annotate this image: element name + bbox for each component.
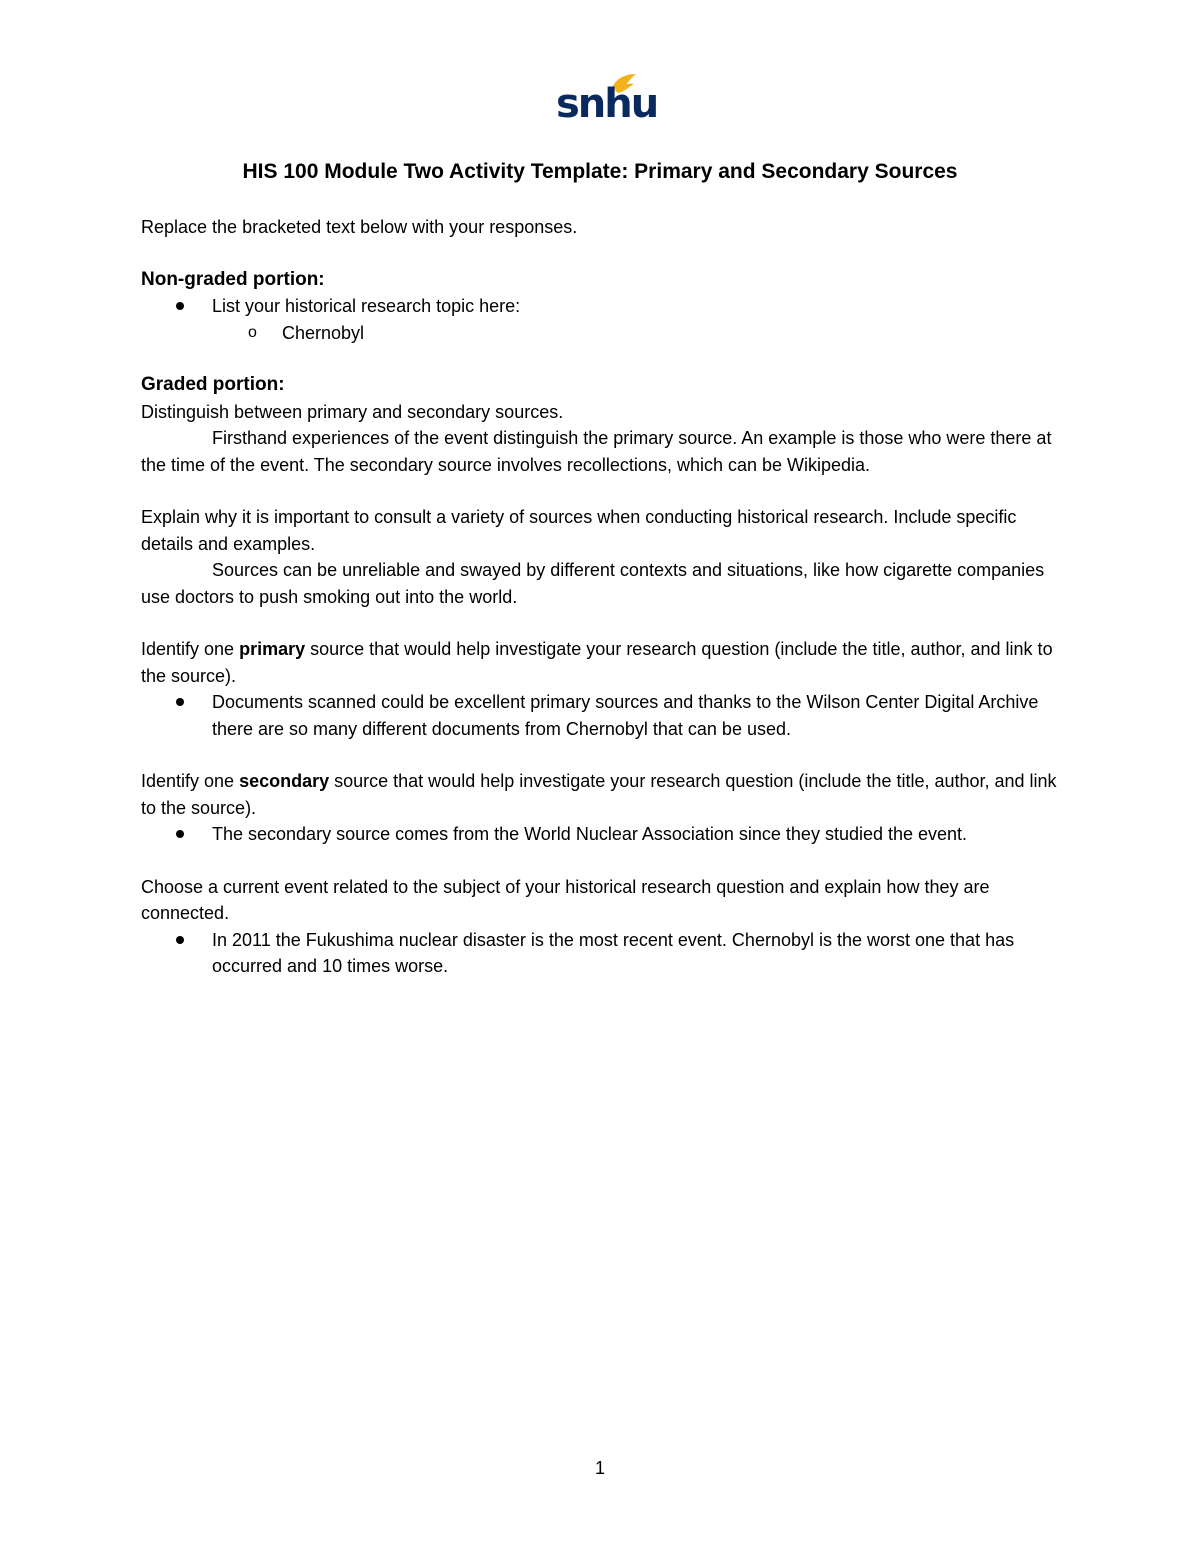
question-4-answer: The secondary source comes from the World Nuclear Association since they studied the event. bbox=[212, 824, 968, 844]
page-number: 1 bbox=[594, 1458, 605, 1478]
research-topic: Chernobyl bbox=[282, 322, 365, 343]
graded-heading: Graded portion: bbox=[141, 374, 285, 395]
bullet-icon bbox=[176, 302, 184, 310]
bullet-icon bbox=[176, 936, 184, 944]
list-item bbox=[212, 689, 1061, 742]
question-5-prompt: Choose a current event related to the subject of your historical research question and explain how they are connected. bbox=[141, 876, 990, 923]
emphasis-primary: primary bbox=[239, 639, 306, 659]
document-body bbox=[141, 214, 1061, 980]
question-2-answer: Sources can be unreliable and swayed by different contexts and situations, like how cigarette companies use doctors to push smoking out into the world. bbox=[141, 560, 1045, 607]
list-item bbox=[212, 821, 1061, 848]
emphasis-secondary: secondary bbox=[239, 771, 330, 791]
question-5-list bbox=[141, 927, 1061, 980]
bullet-icon bbox=[176, 698, 184, 706]
hollow-bullet-icon: o bbox=[248, 323, 257, 341]
question-1-prompt: Distinguish between primary and secondary sources. bbox=[141, 401, 564, 422]
list-item bbox=[212, 927, 1061, 980]
snhu-logo bbox=[552, 70, 658, 136]
document-title: HIS 100 Module Two Activity Template: Primary and Secondary Sources bbox=[242, 160, 958, 183]
instructions-text: Replace the bracketed text below with your responses. bbox=[141, 217, 578, 237]
question-5-answer: In 2011 the Fukushima nuclear disaster is the most recent event. Chernobyl is the worst one that has occurred and 10 times worse. bbox=[212, 929, 1015, 976]
non-graded-list bbox=[141, 293, 1061, 320]
question-3-answer: Documents scanned could be excellent primary sources and thanks to the Wilson Center Digital Archive there are so many different documents from Chernobyl that can be used. bbox=[212, 692, 1039, 739]
question-2-prompt: Explain why it is important to consult a variety of sources when conducting historical research. Include specific details and examples. bbox=[141, 507, 1017, 554]
non-graded-heading: Non-graded portion: bbox=[141, 268, 325, 290]
question-4-list bbox=[141, 821, 1061, 848]
bullet-icon bbox=[176, 830, 184, 838]
list-item bbox=[248, 320, 1061, 347]
question-3-list bbox=[141, 689, 1061, 742]
logo-wordmark: snhu bbox=[556, 81, 658, 127]
question-3-prompt: Identify one primary source that would help investigate your research question (include the title, author, and link to the source). bbox=[141, 639, 1053, 686]
non-graded-sublist bbox=[141, 320, 1061, 347]
list-item: List your historical research topic here: bbox=[212, 293, 1061, 320]
question-1-answer: Firsthand experiences of the event distinguish the primary source. An example is those who were there at the time of the event. The secondary source involves recollections, which can be Wikipedia. bbox=[141, 428, 1052, 475]
question-4-prompt: Identify one secondary source that would help investigate your research question (include the title, author, and link to the source). bbox=[141, 771, 1057, 818]
